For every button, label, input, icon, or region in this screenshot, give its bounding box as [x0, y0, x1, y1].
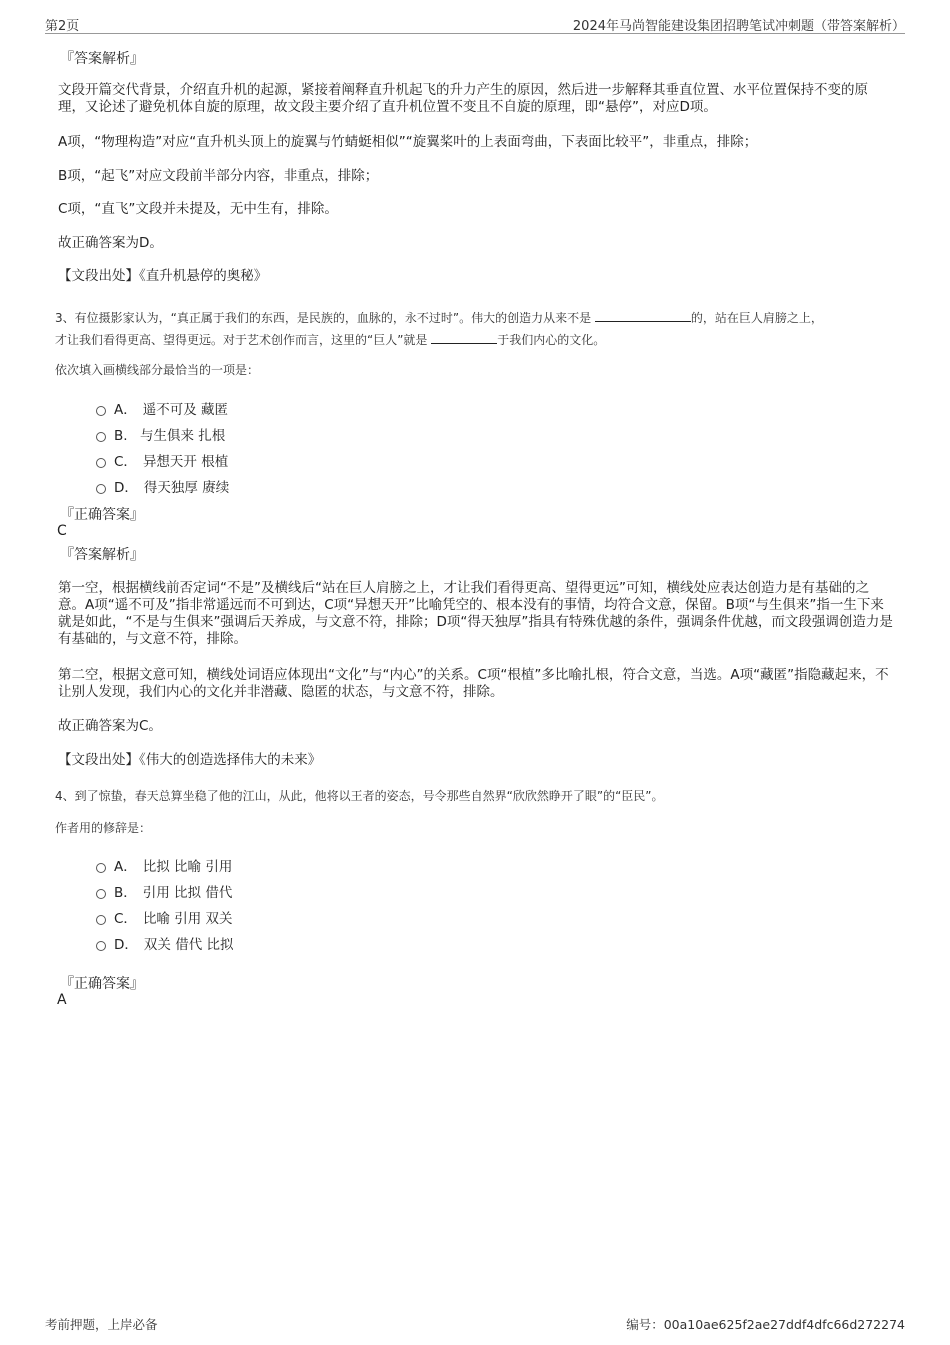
radio-icon[interactable] [96, 406, 106, 416]
q3-option-a[interactable]: A． 遥不可及 藏匿 [96, 398, 228, 418]
q3-analysis-p1: 第一空，根据横线前否定词“不是”及横线后“站在巨人肩膀之上，才让我们看得更高、望得更远”可知，横线处应表达创造力是有基础的之意。A项“遥不可及”指非常遥远而不可到达，C项“异想天开”比喻凭空的、根本没有的事情，均符合文意，保留。B项“与生俱来”指一生下来就是如此，“不是与生俱来”强调后天养成，与文意不符，排除；D项“得天独厚”指具有特殊优越的条件，强调条件优越，而文段强调创造力是有基础的，与文意不符，排除。 [58, 580, 893, 647]
q3-source: 【文段出处】《伟大的创造选择伟大的未来》 [58, 752, 322, 768]
radio-icon[interactable] [96, 863, 106, 873]
q2-analysis-label: 『答案解析』 [60, 51, 144, 67]
q3-answer-label: 『正确答案』 [60, 507, 144, 523]
q3-analysis-label: 『答案解析』 [60, 547, 144, 563]
q3-stem-part-b: 的，站在巨人肩膀之上， [690, 311, 823, 325]
document-title: 2024年马尚智能建设集团招聘笔试冲刺题（带答案解析） [572, 19, 905, 34]
q3-analysis-p2: 第二空，根据文意可知，横线处词语应体现出“文化”与“内心”的关系。C项“根植”多比喻扎根，符合文意，当选。A项“藏匿”指隐藏起来，不让别人发现，我们内心的文化并非潜藏、隐匿的状态，与文意不符，排除。 [58, 667, 889, 700]
q2-analysis-p3: B项，“起飞”对应文段前半部分内容，非重点，排除； [58, 168, 379, 184]
footer-document-code: 编号：00a10ae625f2ae27ddf4dfc66d272274 [626, 1317, 905, 1332]
q4-answer-label: 『正确答案』 [60, 976, 144, 992]
q3-answer: C [57, 523, 67, 539]
q3-option-c[interactable]: C． 异想天开 根植 [96, 450, 228, 470]
q2-analysis-p1: 文段开篇交代背景，介绍直升机的起源，紧接着阐释直升机起飞的升力产生的原因，然后进一步解释其垂直位置、水平位置保持不变的原理，又论述了避免机体自旋的原理，故文段主要介绍了直升机位置不变且不自旋的原理，即“悬停”，对应D项。 [58, 82, 868, 115]
q4-answer: A [57, 992, 67, 1008]
q2-analysis-p2: A项，“物理构造”对应“直升机头顶上的旋翼与竹蜻蜓相似”“旋翼桨叶的上表面弯曲，下表面比较平”，非重点，排除； [58, 134, 758, 150]
radio-icon[interactable] [96, 484, 106, 494]
q3-option-d[interactable]: D． 得天独厚 赓续 [96, 476, 229, 496]
q3-prompt: 依次填入画横线部分最恰当的一项是： [55, 363, 260, 377]
q4-option-a[interactable]: A． 比拟 比喻 引用 [96, 855, 232, 875]
q4-prompt: 作者用的修辞是： [55, 821, 152, 835]
radio-icon[interactable] [96, 941, 106, 951]
q3-blank-1 [595, 309, 691, 322]
q3-blank-2 [431, 331, 497, 344]
q2-analysis-p5: 故正确答案为D。 [58, 235, 163, 251]
page-header [0, 0, 950, 34]
header-divider [45, 33, 905, 34]
q3-stem-part-d: 于我们内心的文化。 [497, 333, 606, 347]
footer-slogan: 考前押题，上岸必备 [45, 1317, 158, 1332]
radio-icon[interactable] [96, 889, 106, 899]
q4-stem: 4、到了惊蛰，春天总算坐稳了他的江山，从此，他将以王者的姿态，号令那些自然界“欣欣然睁开了眼”的“臣民”。 [55, 789, 664, 803]
q3-stem [55, 307, 900, 351]
q3-stem-part-a: 3、有位摄影家认为，“真正属于我们的东西，是民族的，血脉的，永不过时”。伟大的创造力从来不是 [55, 311, 592, 325]
q3-option-b[interactable]: B. 与生俱来 扎根 [96, 424, 225, 444]
page-number: 第2页 [45, 19, 80, 34]
q3-stem-part-c: 才让我们看得更高、望得更远。对于艺术创作而言，这里的“巨人”就是 [55, 333, 428, 347]
q4-option-c[interactable]: C． 比喻 引用 双关 [96, 907, 233, 927]
q4-option-d[interactable]: D． 双关 借代 比拟 [96, 933, 234, 953]
q3-analysis-p3: 故正确答案为C。 [58, 718, 162, 734]
q2-analysis-p4: C项，“直飞”文段并未提及，无中生有，排除。 [58, 201, 338, 217]
q4-option-b[interactable]: B． 引用 比拟 借代 [96, 881, 232, 901]
q2-source: 【文段出处】《直升机悬停的奥秘》 [58, 268, 268, 284]
radio-icon[interactable] [96, 432, 106, 442]
radio-icon[interactable] [96, 458, 106, 468]
radio-icon[interactable] [96, 915, 106, 925]
